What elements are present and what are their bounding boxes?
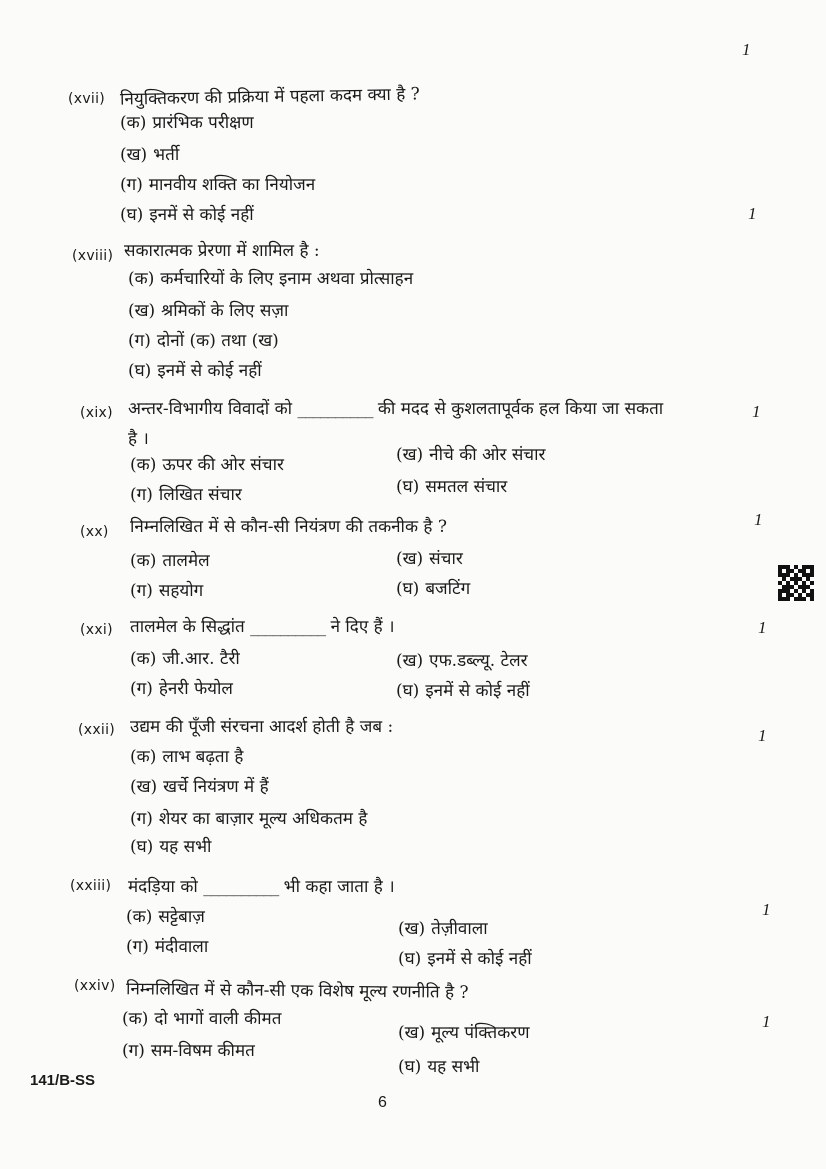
option-label: (क) — [120, 113, 147, 133]
option-label: (ख) — [398, 919, 426, 939]
option — [130, 578, 203, 601]
option-label: (ग) — [130, 581, 153, 601]
option-label: (ख) — [396, 549, 424, 569]
option-text: यह सभी — [427, 1057, 480, 1077]
option-label: (ग) — [128, 331, 151, 351]
question-text: सकारात्मक प्रेरणा में शामिल है : — [124, 241, 320, 261]
option-label: (क) — [130, 649, 157, 669]
option-label: (क) — [122, 1009, 149, 1029]
option — [396, 648, 528, 671]
question-text — [128, 396, 663, 419]
option — [398, 1054, 479, 1077]
question-mark: 1 — [752, 402, 761, 421]
question-text — [130, 614, 395, 637]
option — [130, 744, 243, 767]
option-label: (क) — [130, 551, 157, 571]
question-text: निम्नलिखित में से कौन-सी एक विशेष मूल्य रणनीति है ? — [125, 979, 469, 1003]
option-label: (ग) — [130, 485, 153, 505]
option — [120, 142, 179, 165]
option — [120, 172, 315, 195]
option-label: (ख) — [130, 777, 158, 797]
question-mark: 1 — [754, 510, 763, 529]
option-label: (ख) — [120, 145, 148, 165]
option-text: जी.आर. टैरी — [162, 649, 240, 669]
option-text: इनमें से कोई नहीं — [425, 681, 530, 701]
question-number: (xxiii) — [70, 878, 112, 894]
option — [126, 904, 205, 927]
question-text-before: मंदड़िया को — [128, 877, 198, 897]
question-text-before: तालमेल के सिद्धांत — [130, 617, 245, 637]
option-text: श्रमिकों के लिए सज़ा — [161, 301, 289, 321]
option — [398, 946, 532, 969]
question-mark: 1 — [758, 618, 767, 637]
option — [122, 1006, 281, 1029]
option-text: समतल संचार — [425, 477, 508, 497]
option — [130, 646, 240, 669]
option-text: इनमें से कोई नहीं — [157, 361, 262, 381]
option — [130, 452, 284, 475]
question-number: (xx) — [80, 524, 109, 540]
question-text-after: ने दिए हैं । — [330, 617, 395, 637]
option-text: संचार — [429, 549, 463, 569]
option-label: (क) — [128, 269, 155, 289]
option-label: (ग) — [120, 175, 143, 195]
option-text: मंदीवाला — [154, 937, 209, 957]
option-label: (घ) — [398, 1057, 422, 1077]
option — [396, 576, 470, 599]
question-number: (xxii) — [78, 722, 116, 738]
option-text: इनमें से कोई नहीं — [427, 949, 532, 969]
question-number: (xxi) — [80, 622, 113, 638]
option — [130, 676, 233, 699]
option-text: इनमें से कोई नहीं — [149, 205, 254, 225]
option-text: दो भागों वाली कीमत — [154, 1009, 282, 1029]
question-text-after: भी कहा जाता है । — [283, 877, 395, 897]
option-text: कर्मचारियों के लिए इनाम अथवा प्रोत्साहन — [160, 269, 414, 289]
option — [128, 328, 279, 351]
question-mark: 1 — [762, 900, 771, 919]
option — [126, 934, 208, 957]
option-label: (घ) — [128, 361, 152, 381]
option-text: ऊपर की ओर संचार — [162, 455, 284, 475]
blank-line: __________ — [297, 399, 373, 419]
top-mark: 1 — [742, 40, 751, 59]
question-text-before: अन्तर-विभागीय विवादों को — [128, 399, 293, 419]
option-label: (ग) — [126, 937, 149, 957]
option-text: मूल्य पंक्तिकरण — [431, 1023, 530, 1043]
option-label: (क) — [130, 747, 157, 767]
option-label: (ख) — [398, 1023, 426, 1043]
option-label: (क) — [126, 907, 153, 927]
option-text: भर्ती — [153, 145, 180, 165]
option-label: (क) — [130, 455, 157, 475]
question-number: (xviii) — [72, 248, 114, 264]
option-label: (घ) — [120, 205, 144, 225]
option-text: प्रारंभिक परीक्षण — [152, 113, 254, 133]
question-text — [128, 874, 395, 897]
blank-line: __________ — [203, 877, 279, 897]
option-label: (घ) — [396, 681, 420, 701]
option-text: सहयोग — [158, 581, 204, 601]
option-text: लिखित संचार — [158, 485, 242, 505]
option — [120, 202, 254, 225]
question-text: निम्नलिखित में से कौन-सी नियंत्रण की तकनीक है ? — [130, 517, 447, 537]
question-number: (xix) — [80, 405, 113, 421]
option-label: (ग) — [130, 809, 153, 829]
question-text-continued: है । — [128, 429, 149, 449]
page-number: 6 — [378, 1094, 387, 1111]
option-text: एफ.डब्ल्यू. टेलर — [429, 651, 528, 671]
option-text: यह सभी — [159, 837, 212, 857]
paper-code: 141/B-SS — [30, 1072, 96, 1089]
option-text: बजटिंग — [425, 579, 471, 599]
option-text: लाभ बढ़ता है — [162, 747, 244, 767]
option — [130, 482, 242, 505]
option-text: सम-विषम कीमत — [150, 1041, 255, 1061]
option — [398, 916, 488, 939]
blank-line: __________ — [250, 617, 326, 637]
option-text: शेयर का बाज़ार मूल्य अधिकतम है — [158, 809, 368, 829]
option — [396, 442, 545, 465]
option — [130, 774, 269, 797]
option-label: (ग) — [122, 1041, 145, 1061]
option — [398, 1020, 530, 1043]
option-text: तेज़ीवाला — [431, 919, 488, 939]
option-label: (घ) — [398, 949, 422, 969]
question-mark: 1 — [762, 1012, 771, 1031]
option-label: (ग) — [130, 679, 153, 699]
option-text: दोनों (क) तथा (ख) — [156, 331, 279, 351]
option — [396, 474, 507, 497]
option-label: (ख) — [396, 445, 424, 465]
option-label: (घ) — [396, 579, 420, 599]
option-text: तालमेल — [162, 551, 210, 571]
question-number: (xvii) — [68, 91, 106, 107]
option-label: (घ) — [396, 477, 420, 497]
option-text: मानवीय शक्ति का नियोजन — [148, 175, 316, 195]
option-label: (घ) — [130, 837, 154, 857]
option — [122, 1038, 255, 1061]
question-number: (xxiv) — [74, 978, 116, 994]
question-text-after: की मदद से कुशलतापूर्वक हल किया जा सकता — [377, 399, 664, 419]
option — [130, 548, 210, 571]
option-text: खर्चे नियंत्रण में हैं — [163, 777, 269, 797]
question-text: नियुक्तिकरण की प्रक्रिया में पहला कदम क्या है ? — [119, 84, 421, 110]
option-text: सट्टेबाज़ — [158, 907, 205, 927]
option — [128, 298, 288, 321]
option — [396, 678, 530, 701]
option — [128, 266, 413, 289]
question-text: उद्यम की पूँजी संरचना आदर्श होती है जब : — [130, 717, 394, 737]
question-mark: 1 — [758, 726, 767, 745]
option — [396, 546, 463, 569]
option-label: (ख) — [128, 301, 156, 321]
option — [120, 110, 254, 133]
qr-code-icon — [778, 565, 814, 601]
question-mark: 1 — [748, 204, 757, 223]
option — [130, 834, 211, 857]
option-text: हेनरी फेयोल — [158, 679, 233, 699]
option — [130, 806, 367, 829]
option-text: नीचे की ओर संचार — [429, 445, 546, 465]
option — [128, 358, 262, 381]
option-label: (ख) — [396, 651, 424, 671]
